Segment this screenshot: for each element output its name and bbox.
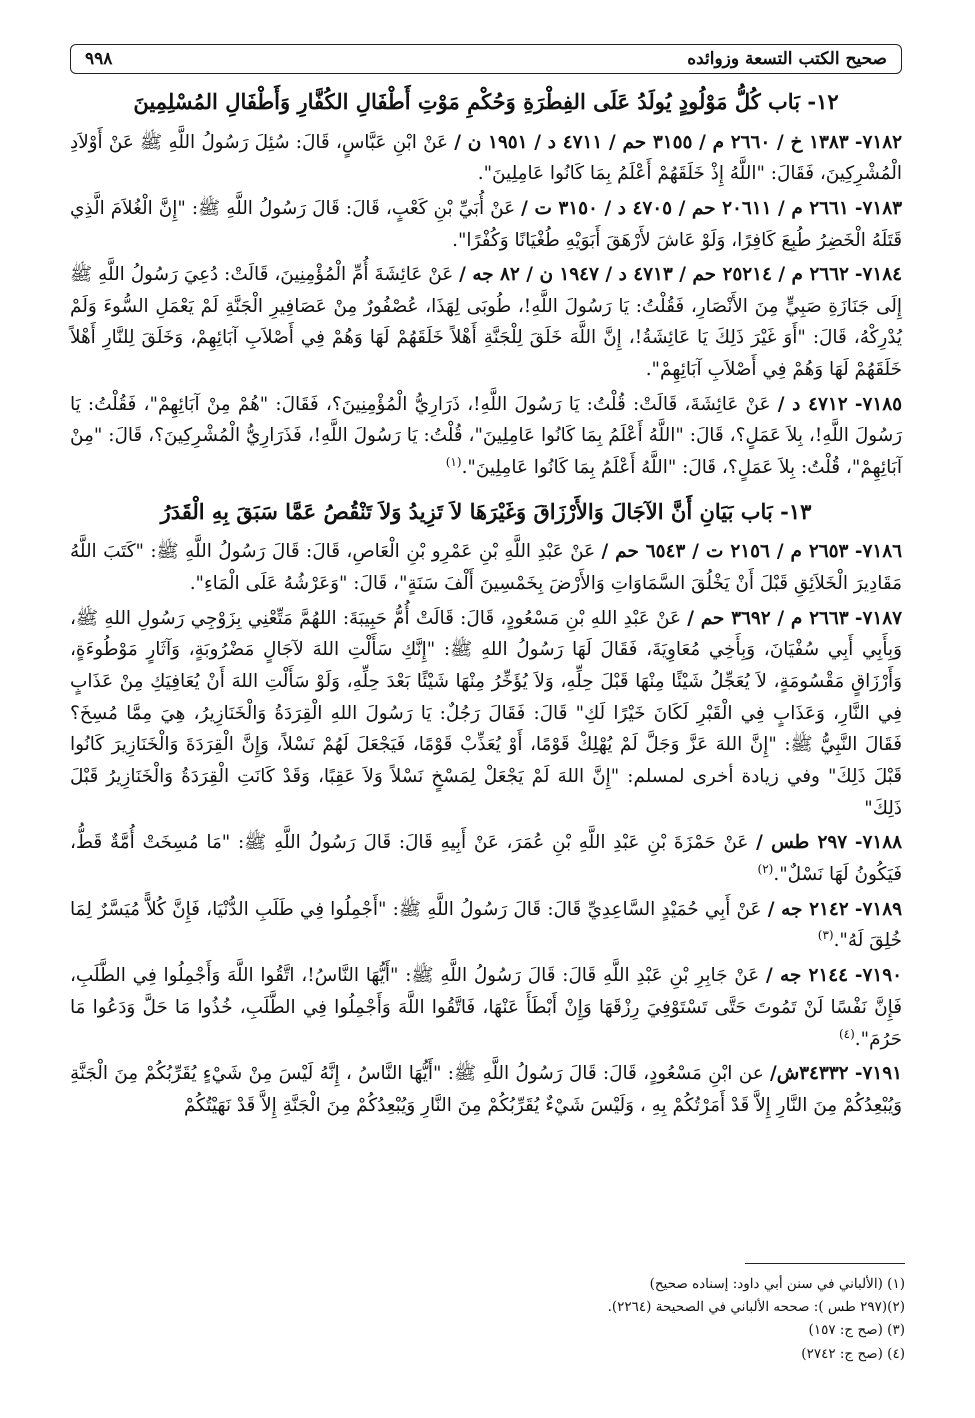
hadith-references: ٤٧١٢ د / xyxy=(777,393,848,415)
hadith-number: ٧١٩٠- xyxy=(854,965,902,987)
footnote-marker[interactable]: (٤) xyxy=(838,1026,855,1041)
hadith-7183 xyxy=(70,193,902,256)
footnote-marker[interactable]: (٣) xyxy=(817,928,834,943)
hadith-7185 xyxy=(70,389,902,484)
hadith-number: ٧١٨٩- xyxy=(854,898,902,920)
hadith-references: ٢٦٦٢ م / ٢٥٢١٤ حم / ٤٧١٣ د / ١٩٤٧ ن / ٨٢ جه / xyxy=(459,264,849,286)
hadith-text: عَنْ عَائِشَةَ أُمِّ الْمُؤْمِنِينَ، قَالَتْ: دُعِيَ رَسُولُ اللَّهِ ﷺ إِلَى جَنَازَةِ صَبِيٍّ مِنَ الأَنْصَارِ، فَقُلْتُ: يَا رَسُولَ اللَّهِ!، طُوبَى لِهَذَا، عُصْفُورٌ مِنْ عَصَافِيرِ الْجَنَّةِ لَمْ يَعْمَلِ السُّوءَ وَلَمْ يُدْرِكْهُ، قَالَ: "أَوَ غَيْرَ ذَلِكَ يَا عَائِشَةُ!، إِنَّ اللَّهَ خَلَقَ لِلْجَنَّةِ أَهْلاً خَلَقَهُمْ لَهَا وَهُمْ فِي أَصْلاَبِ آبَائِهِمْ، وَخَلَقَ لِلنَّارِ أَهْلاً خَلَقَهُمْ لَهَا وَهُمْ فِي أَصْلاَبِ آبَائِهِمْ". xyxy=(70,264,902,381)
hadith-text: عَنْ حَمْزَةَ بْنِ عَبْدِ اللَّهِ بْنِ عُمَرَ، عَنْ أَبِيهِ قَالَ: قَالَ رَسُولُ اللَّهِ ﷺ: "مَا مُسِخَتْ أُمَّةٌ قَطُّ، فَيَكُونُ لَهَا نَسْلٌ". xyxy=(70,832,902,886)
hadith-references: ٣٤٣٣٢ش/ xyxy=(769,1063,849,1085)
page-number: ٩٩٨ xyxy=(85,49,113,69)
hadith-references: ٢٦٥٣ م / ٢١٥٦ ت / ٦٥٤٣ حم / xyxy=(601,541,849,563)
hadith-7184 xyxy=(70,259,902,386)
hadith-text: عَنْ عَبْدِ اللهِ بْنِ مَسْعُودٍ، قَالَ: قَالَتْ أُمُّ حَبِيبَةَ: اللهُمَّ مَتِّعْنِي بِزَوْجِي رَسُولِ اللهِ ﷺ، وَبِأَبِي أَبِي سُفْيَانَ، وَبِأَخِي مُعَاوِيَةَ، فَقَالَ لَهَا رَسُولُ اللهِ ﷺ: "إِنَّكِ سَأَلْتِ اللهَ لآجَالٍ مَضْرُوبَةٍ، وَآثَارٍ مَوْطُوءَةٍ، وَأَرْزَاقٍ مَقْسُومَةٍ، لاَ يُعَجِّلُ شَيْئًا مِنْهَا قَبْلَ حِلِّهِ، وَلاَ يُؤَخِّرُ مِنْهَا شَيْئًا بَعْدَ حِلِّهِ، وَلَوْ سَأَلْتِ اللهَ أَنْ يُعَافِيَكِ مِنْ عَذَابٍ فِي النَّارِ، وَعَذَابٍ فِي الْقَبْرِ لَكَانَ خَيْرًا لَكِ" قَالَ: فَقَالَ رَجُلٌ: يَا رَسُولَ اللهِ الْقِرَدَةُ وَالْخَنَازِيرُ، هِيَ مِمَّا مُسِخَ؟ فَقَالَ النَّبِيُّ ﷺ: "إِنَّ اللهَ عَزَّ وَجَلَّ لَمْ يُهْلِكْ قَوْمًا، أَوْ يُعَذِّبْ قَوْمًا، فَيَجْعَلَ لَهُمْ نَسْلاً، وَإِنَّ الْقِرَدَةَ وَالْخَنَازِيرَ كَانُوا قَبْلَ ذَلِكَ" وفي زيادة أخرى لمسلم: "إِنَّ اللهَ لَمْ يَجْعَلْ لِمَسْخٍ نَسْلاً وَلاَ عَقِبًا، وَقَدْ كَانَتِ الْقِرَدَةُ وَالْخَنَازِيرُ قَبْلَ ذَلِكَ" xyxy=(70,607,902,819)
hadith-references: ١٣٨٣ خ / ٢٦٦٠ م / ٣١٥٥ حم / ٤٧١١ د / ١٩٥١ ن / xyxy=(454,131,849,153)
hadith-number: ٧١٨٤- xyxy=(854,264,902,286)
running-header xyxy=(70,44,902,74)
hadith-text: عَنْ عَبْدِ اللَّهِ بْنِ عَمْرِو بْنِ الْعَاصِ، قَالَ: قَالَ رَسُولُ اللَّهِ ﷺ: "كَتَبَ اللَّهُ مَقَادِيرَ الْخَلاَئِقِ قَبْلَ أَنْ يَخْلُقَ السَّمَاوَاتِ وَالأَرْضَ بِخَمْسِينَ أَلْفَ سَنَةٍ"، قَالَ: "وَعَرْشُهُ عَلَى الْمَاءِ". xyxy=(70,541,902,595)
hadith-references: ٢١٤٢ جه / xyxy=(767,898,849,920)
hadith-number: ٧١٩١- xyxy=(854,1063,902,1085)
footnote-marker[interactable]: (١) xyxy=(445,455,462,470)
page-body xyxy=(70,44,902,1125)
hadith-number: ٧١٨٦- xyxy=(854,541,902,563)
hadith-7186 xyxy=(70,536,902,599)
hadith-7187 xyxy=(70,603,902,825)
footnote-4: (٤) (صح ج: ٢٧٤٢) xyxy=(801,1345,905,1362)
hadith-7190 xyxy=(70,960,902,1055)
footnote-marker[interactable]: (٢) xyxy=(757,862,774,876)
hadith-references: ٢٦٦٣ م / ٣٦٩٢ حم / xyxy=(687,607,849,629)
footnote-divider xyxy=(745,1263,905,1264)
footnote-3: (٣) (صح ج: ١٥٧) xyxy=(808,1322,905,1339)
hadith-references: ٢١٤٤ جه / xyxy=(765,965,849,987)
hadith-text: عَنْ عَائِشَةَ، قَالَتْ: قُلْتُ: يَا رَسُولَ اللَّهِ!، ذَرَارِيُّ الْمُؤْمِنِينَ؟، فَقَالَ: "هُمْ مِنْ آبَائِهِمْ"، فَقُلْتُ: يَا رَسُولَ اللَّهِ!، بِلاَ عَمَلٍ؟، قَالَ: "اللَّهُ أَعْلَمُ بِمَا كَانُوا عَامِلِينَ"، قُلْتُ: يَا رَسُولَ اللَّهِ!، فَذَرَارِيُّ الْمُشْرِكِينَ؟، قَالَ: "مِنْ آبَائِهِمْ"، قُلْتُ: بِلاَ عَمَلٍ؟، قَالَ: "اللَّهُ أَعْلَمُ بِمَا كَانُوا عَامِلِينَ". xyxy=(70,393,902,479)
section-heading-12: ١٢- بَاب كُلُّ مَوْلُودٍ يُولَدُ عَلَى الفِطْرَةِ وَحُكْمِ مَوْتِ أَطْفَالِ الكُفَّارِ وَأَطْفَالِ المُسْلِمِينَ xyxy=(133,89,839,114)
hadith-references: ٢٩٧ طس / xyxy=(756,832,848,854)
section-heading-13: ١٣- بَاب بَيَانِ أَنَّ الآجَالَ وَالأَرْزَاقَ وَغَيْرَهَا لاَ تَزِيدُ وَلاَ تَنْقُصُ عَمَّا سَبَقَ بِهِ الْقَدَرُ xyxy=(160,498,812,524)
hadith-7182 xyxy=(70,127,902,190)
hadith-text: عن ابْنِ مَسْعُودٍ، قَالَ: قَالَ رَسُولُ اللَّهِ ﷺ: "أَيُّهَا النَّاسُ ، إِنَّهُ لَيْسَ مِنْ شَيْءٍ يُقَرِّبُكُمْ مِنَ الْجَنَّةِ وَيُبْعِدُكُمْ مِنَ النَّارِ إِلاَّ قَدْ أَمَرْتُكُمْ بِهِ ، وَلَيْسَ شَيْءٌ يُقَرِّبُكُمْ مِنَ النَّارِ وَيُبْعِدُكُمْ مِنَ الْجَنَّةِ إِلاَّ قَدْ نَهَيْتُكُمْ xyxy=(70,1063,902,1116)
hadith-number: ٧١٨٢- xyxy=(854,131,902,153)
hadith-number: ٧١٨٧- xyxy=(854,607,902,629)
hadith-text: عَنْ أُبَيِّ بْنِ كَعْبٍ، قَالَ: قَالَ رَسُولُ اللَّهِ ﷺ: "إِنَّ الْغُلاَمَ الَّذِي قَتَلَهُ الْخَضِرُ طُبِعَ كَافِرًا، وَلَوْ عَاشَ لأَرْهَقَ أَبَوَيْهِ طُغْيَانًا وَكُفْرًا". xyxy=(70,197,902,251)
footnotes xyxy=(73,1273,905,1366)
hadith-number: ٧١٨٣- xyxy=(854,197,902,219)
hadith-number: ٧١٨٥- xyxy=(854,393,902,415)
hadith-7189 xyxy=(70,894,902,957)
hadith-text: عَنْ أَبِي حُمَيْدٍ السَّاعِدِيِّ قَالَ: قَالَ رَسُولُ اللَّهِ ﷺ: "أَجْمِلُوا فِي طَلَبِ الدُّنْيَا، فَإِنَّ كُلاًّ مُيَسَّرٌ لِمَا خُلِقَ لَهُ". xyxy=(70,898,902,952)
book-title: صحيح الكتب التسعة وزوائده xyxy=(687,49,887,69)
hadith-7191 xyxy=(70,1058,902,1121)
hadith-text: عَنْ جَابِرِ بْنِ عَبْدِ اللَّهِ قَالَ: قَالَ رَسُولُ اللَّهِ ﷺ: "أَيُّهَا النَّاسُ!، اتَّقُوا اللَّهَ وَأَجْمِلُوا فِي الطَّلَبِ، فَإِنَّ نَفْسًا لَنْ تَمُوتَ حَتَّى تَسْتَوْفِيَ رِزْقَهَا وَإِنْ أَبْطَأَ عَنْهَا، فَاتَّقُوا اللَّهَ وَأَجْمِلُوا فِي الطَّلَبِ، خُذُوا مَا حَلَّ وَدَعُوا مَا حَرُمَ". xyxy=(70,965,902,1050)
hadith-number: ٧١٨٨- xyxy=(854,832,902,854)
hadith-text: عَنْ ابْنِ عَبَّاسٍ، قَالَ: سُئِلَ رَسُولُ اللَّهِ ﷺ عَنْ أَوْلاَدِ الْمُشْرِكِينَ، فَقَالَ: "اللَّهُ إِذْ خَلَقَهُمْ أَعْلَمُ بِمَا كَانُوا عَامِلِينَ". xyxy=(70,131,902,185)
hadith-references: ٢٦٦١ م / ٢٠٦١١ حم / ٤٧٠٥ د / ٣١٥٠ ت / xyxy=(521,197,849,219)
footnote-2: (٢)(٢٩٧ طس ): صححه الألباني في الصحيحة (٢٢٦٤). xyxy=(607,1299,905,1316)
hadith-7188 xyxy=(70,827,902,890)
footnote-1: (١) (الألباني في سنن أبي داود: إسناده صحيح) xyxy=(649,1276,905,1292)
